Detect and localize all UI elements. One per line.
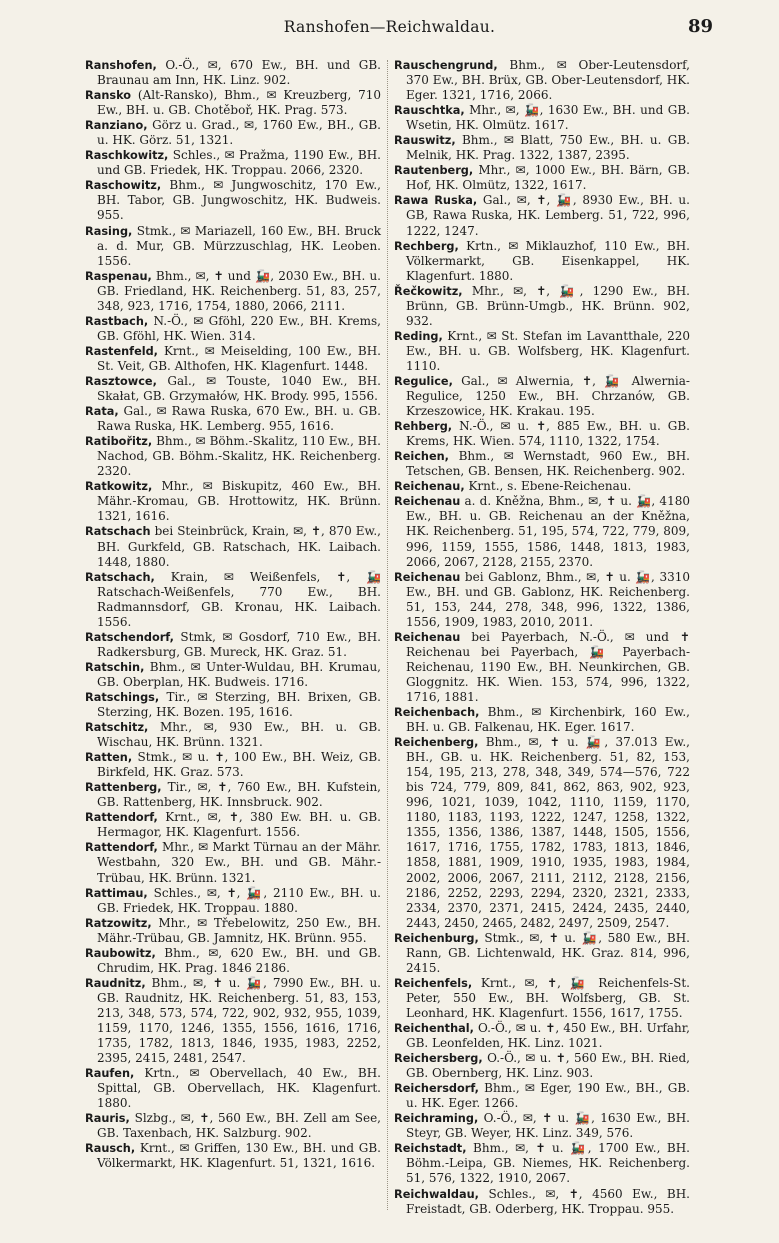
entry-description: Schles., ✉ Pražma, 1190 Ew., BH. und GB. Friedek, HK. Troppau. 2066, 2320.: [97, 148, 381, 178]
entry-place-name: Reichen,: [394, 450, 449, 464]
entry-place-name: Reichenau: [394, 630, 461, 644]
entry-place-name: Rastbach,: [85, 314, 149, 328]
entry-description: Bhm., ✉ Unter-Wuldau, BH. Krumau, GB. Oberplan, HK. Budweis. 1716.: [97, 659, 381, 689]
entry-description: bei Gablonz, Bhm., ✉, ✝ u. 🚂, 3310 Ew., BH. und GB. Gablonz, HK. Reichenberg. 51, 153, 244, 278, 348, 996, 1322, 1386, 1556, 1909, 1983, 2010, 2011.: [406, 569, 690, 629]
entry-description: a. d. Kněžna, Bhm., ✉, ✝ u. 🚂, 4180 Ew., BH. u. GB. Reichenau an der Kněžna, HK. Reichenberg. 51, 195, 574, 722, 779, 809, 996, 1159, 1555, 1586, 1448, 1813, 1983, 2066, 2067, 2128, 2155, 2370.: [406, 494, 690, 569]
gazetteer-entry: [85, 690, 381, 720]
entry-description: O.-Ö., ✉ u. ✝, 450 Ew., BH. Urfahr, GB. Leonfelden, HK. Linz. 1021.: [406, 1021, 690, 1051]
gazetteer-entry: [394, 419, 690, 449]
gazetteer-entry: [394, 239, 690, 284]
entry-place-name: Reichersdorf,: [394, 1082, 479, 1096]
entry-place-name: Raubowitz,: [85, 946, 156, 960]
entry-description: Gal., ✉ Alwernia, ✝, 🚂 Alwernia-Regulice, 1250 Ew., BH. Chrzanów, GB. Krzeszowice, HK. Krakau. 195.: [406, 373, 690, 419]
entry-description: Schles., ✉, ✝, 4560 Ew., BH. Freistadt, GB. Oderberg, HK. Troppau. 955.: [406, 1186, 690, 1216]
entry-description: Gal., ✉, ✝, 🚂, 8930 Ew., BH. u. GB, Rawa Ruska, HK. Lemberg. 51, 722, 996, 1222, 1247.: [406, 193, 690, 238]
entry-description: O.-Ö., ✉ u. ✝, 560 Ew., BH. Ried, GB. Obernberg, HK. Linz. 903.: [406, 1051, 690, 1081]
entry-description: Gal., ✉ Touste, 1040 Ew., BH. Skałat, GB. Grzymałów, HK. Brody. 995, 1556.: [97, 373, 381, 404]
gazetteer-entry: [85, 118, 381, 148]
entry-description: Bhm., ✉, ✝ u. 🚂, 7990 Ew., BH. u. GB. Raudnitz, HK. Reichenberg. 51, 83, 153, 213, 348, 573, 574, 722, 902, 932, 955, 1039, 1159, 1170, 1246, 1355, 1556, 1616, 1716, 1735, 1782, 1813, 1846, 1935, 1983, 2252, 2395, 2415, 2481, 2547.: [97, 975, 381, 1066]
gazetteer-entry: [85, 88, 381, 118]
gazetteer-entry: [394, 931, 690, 976]
entry-place-name: Rattendorf,: [85, 841, 158, 855]
running-title: Ranshofen—Reichwaldau.: [283, 18, 496, 36]
entry-place-name: Ratibořitz,: [85, 435, 153, 449]
entry-description: Krtn., ✉ Obervellach, 40 Ew., BH. Spittal, GB. Obervellach, HK. Klagenfurt. 1880.: [97, 1066, 381, 1111]
entry-place-name: Rauswitz,: [394, 134, 456, 148]
entry-description: Krnt., s. Ebene-Reichenau.: [468, 479, 632, 494]
gazetteer-entry: [394, 103, 690, 133]
gazetteer-entry: [85, 314, 381, 344]
entry-description: Tir., ✉, ✝, 760 Ew., BH. Kufstein, GB. Rattenberg, HK. Innsbruck. 902.: [97, 780, 381, 810]
entry-place-name: Rawa Ruska,: [394, 194, 478, 208]
gazetteer-entry: [85, 269, 381, 314]
entry-description: Krtn., ✉ Miklauzhof, 110 Ew., BH. Völkermarkt, GB. Eisenkappel, HK. Klagenfurt. 1880.: [406, 238, 690, 283]
entry-description: Bhm., ✉ Jungwoschitz, 170 Ew., BH. Tabor, GB. Jungwoschitz, HK. Budweis. 955.: [97, 178, 381, 223]
entry-place-name: Ratschach: [85, 525, 151, 539]
entry-description: Krnt., ✉, ✝, 🚂 Reichenfels-St. Peter, 550 Ew., BH. Wolfsberg, GB. St. Leonhard, HK. Klagenfurt. 1556, 1617, 1755.: [406, 975, 690, 1020]
gazetteer-entry: [394, 976, 690, 1021]
gazetteer-entry: [85, 479, 381, 524]
entry-description: Mhr., ✉ Markt Türnau an der Mähr. Westbahn, 320 Ew., BH. und GB. Mähr.-Trübau, HK. Brünn. 1321.: [97, 840, 381, 885]
entry-place-name: Ratschendorf,: [85, 630, 174, 644]
gazetteer-entry: [85, 374, 381, 404]
gazetteer-entry: [85, 224, 381, 269]
entry-place-name: Ratschin,: [85, 660, 145, 674]
entry-description: Stmk., ✉, ✝ u. 🚂, 580 Ew., BH. Rann, GB. Lichtenwald, HK. Graz. 814, 996, 2415.: [406, 930, 690, 975]
entry-place-name: Rattenberg,: [85, 781, 162, 795]
entry-description: Görz u. Grad., ✉, 1760 Ew., BH., GB. u. HK. Görz. 51, 1321.: [97, 118, 381, 148]
gazetteer-entry: [394, 1141, 690, 1186]
entry-description: Stmk., ✉ u. ✝, 100 Ew., BH. Weiz, GB. Birkfeld, HK. Graz. 573.: [97, 750, 381, 780]
gazetteer-entry: [85, 886, 381, 916]
entry-description: Mhr., ✉ Biskupitz, 460 Ew., BH. Mähr.-Kromau, GB. Hrottowitz, HK. Brünn. 1321, 1616.: [97, 479, 381, 524]
entry-place-name: Rausch,: [85, 1142, 136, 1156]
entry-description: Tir., ✉ Sterzing, BH. Brixen, GB. Sterzing, HK. Bozen. 195, 1616.: [97, 689, 381, 720]
gazetteer-entry: [85, 916, 381, 946]
entry-description: N.-Ö., ✉ Gföhl, 220 Ew., BH. Krems, GB. Gföhl, HK. Wien. 314.: [97, 313, 381, 343]
entry-place-name: Ratzowitz,: [85, 916, 152, 930]
entry-description: O.-Ö., ✉, 670 Ew., BH. und GB. Braunau am Inn, HK. Linz. 902.: [97, 58, 381, 88]
entry-description: Stmk, ✉ Gosdorf, 710 Ew., BH. Radkersburg, GB. Mureck, HK. Graz. 51.: [97, 629, 381, 659]
right-column: [394, 58, 690, 1217]
entry-place-name: Reding,: [394, 329, 443, 343]
entry-place-name: Reichraming,: [394, 1112, 479, 1126]
entry-place-name: Ratkowitz,: [85, 480, 153, 494]
page-header: [0, 14, 779, 44]
gazetteer-entry: [85, 810, 381, 840]
entry-place-name: Regulice,: [394, 374, 453, 388]
gazetteer-entry: [85, 404, 381, 434]
entry-description: Mhr., ✉, ✝, 🚂, 1290 Ew., BH. Brünn, GB. Brünn-Umgb., HK. Brünn. 902, 932.: [406, 283, 690, 328]
gazetteer-entry: [394, 1111, 690, 1141]
gazetteer-entry: [394, 1187, 690, 1217]
column-divider: [387, 60, 388, 1210]
entry-description: Bhm., ✉ Blatt, 750 Ew., BH. u. GB. Melnik, HK. Prag. 1322, 1387, 2395.: [406, 133, 690, 163]
entry-place-name: Reichenberg,: [394, 736, 479, 750]
left-column: [85, 58, 381, 1171]
entry-place-name: Ratten,: [85, 751, 133, 765]
entry-place-name: Rata,: [85, 405, 119, 419]
gazetteer-entry: [394, 163, 690, 193]
entry-place-name: Ranziano,: [85, 119, 148, 133]
entry-description: (Alt-Ransko), Bhm., ✉ Kreuzberg, 710 Ew., BH. u. GB. Chotěboř, HK. Prag. 573.: [97, 88, 381, 118]
gazetteer-entry: [394, 479, 690, 494]
gazetteer-entry: [85, 344, 381, 374]
gazetteer-entry: [85, 58, 381, 88]
entry-place-name: Rastenfeld,: [85, 344, 158, 358]
entry-description: Bhm., ✉, ✝ u. 🚂, 37.013 Ew., BH., GB. u. HK. Reichenberg. 51, 82, 153, 154, 195, 213, 278, 348, 349, 574—576, 722 bis 724, 779, 809, 841, 862, 863, 902, 923, 996, 1021, 1039, 1042, 1110, 1159, 1170, 1180, 1183, 1193, 1222, 1247, 1258, 1322, 1355, 1356, 1386, 1387, 1448, 1505, 1556, 1617, 1716, 1755, 1782, 1783, 1813, 1846, 1858, 1881, 1909, 1910, 1935, 1983, 1984, 2002, 2006, 2067, 2111, 2112, 2128, 2156, 2186, 2252, 2293, 2294, 2320, 2321, 2333, 2334, 2370, 2371, 2415, 2424, 2435, 2440, 2443, 2450, 2465, 2482, 2497, 2509, 2547.: [406, 735, 690, 930]
gazetteer-entry: [85, 976, 381, 1066]
entry-place-name: Reichenau: [394, 570, 461, 584]
entry-place-name: Ratschings,: [85, 690, 160, 704]
entry-description: Bhm., ✉ Wernstadt, 960 Ew., BH. Tetschen, GB. Bensen, HK. Reichenberg. 902.: [406, 449, 690, 479]
entry-place-name: Reichstadt,: [394, 1142, 467, 1156]
gazetteer-entry: [85, 840, 381, 885]
gazetteer-entry: [394, 193, 690, 238]
entry-place-name: Ratschach,: [85, 570, 155, 584]
gazetteer-entry: [394, 735, 690, 931]
gazetteer-entry: [394, 1051, 690, 1081]
entry-place-name: Reichwaldau,: [394, 1187, 479, 1201]
gazetteer-entry: [85, 148, 381, 178]
entry-place-name: Reichenfels,: [394, 976, 473, 990]
gazetteer-entry: [394, 705, 690, 735]
entry-description: Bhm., ✉ Ober-Leutensdorf, 370 Ew., BH. Brüx, GB. Ober-Leutensdorf, HK. Eger. 1321, 1716, 2066.: [406, 58, 690, 103]
entry-description: bei Payerbach, N.-Ö., ✉ und ✝ Reichenau bei Payerbach, 🚂 Payerbach-Reichenau, 1190 Ew., BH. Neunkirchen, GB. Gloggnitz. HK. Wien. 153, 574, 996, 1322, 1716, 1881.: [406, 629, 690, 704]
gazetteer-entry: [85, 750, 381, 780]
gazetteer-entry: [85, 1066, 381, 1111]
gazetteer-entry: [394, 329, 690, 374]
entry-place-name: Ransko: [85, 89, 132, 103]
entry-place-name: Raufen,: [85, 1067, 135, 1081]
entry-place-name: Rechberg,: [394, 239, 459, 253]
entry-place-name: Raschowitz,: [85, 179, 162, 193]
entry-place-name: Rauschengrund,: [394, 59, 498, 72]
entry-description: Stmk., ✉ Mariazell, 160 Ew., BH. Bruck a. d. Mur, GB. Mürzzuschlag, HK. Leoben. 1556.: [97, 223, 381, 268]
gazetteer-entry: [394, 494, 690, 569]
entry-place-name: Reichenthal,: [394, 1022, 474, 1035]
entry-place-name: Raudnitz,: [85, 976, 146, 990]
gazetteer-entry: [394, 133, 690, 163]
gazetteer-entry: [394, 284, 690, 329]
entry-description: bei Steinbrück, Krain, ✉, ✝, 870 Ew., BH. Gurkfeld, GB. Ratschach, HK. Laibach. 1448, 1880.: [97, 524, 381, 569]
entry-description: Bhm., ✉ Böhm.-Skalitz, 110 Ew., BH. Nachod, GB. Böhm.-Skalitz, HK. Reichenberg. 2320.: [97, 434, 381, 479]
gazetteer-entry: [394, 58, 690, 103]
gazetteer-entry: [85, 720, 381, 750]
gazetteer-entry: [85, 570, 381, 630]
entry-description: Krnt., ✉ Griffen, 130 Ew., BH. und GB. Völkermarkt, HK. Klagenfurt. 51, 1321, 1616.: [97, 1141, 381, 1171]
gazetteer-entry: [85, 1111, 381, 1141]
gazetteer-entry: [85, 630, 381, 660]
gazetteer-entry: [394, 1081, 690, 1111]
entry-description: Bhm., ✉, ✝ u. 🚂, 1700 Ew., BH. Böhm.-Leipa, GB. Niemes, HK. Reichenberg. 51, 576, 1322, 1910, 2067.: [406, 1141, 690, 1186]
entry-description: Mhr., ✉, 🚂, 1630 Ew., BH. und GB. Wsetin, HK. Olmütz. 1617.: [406, 103, 690, 133]
gazetteer-entry: [85, 946, 381, 976]
gazetteer-entry: [394, 630, 690, 705]
entry-description: Bhm., ✉, ✝ und 🚂, 2030 Ew., BH. u. GB. Friedland, HK. Reichenberg. 51, 83, 257, 348, 923, 1716, 1754, 1880, 2066, 2111.: [97, 268, 381, 313]
entry-place-name: Raschkowitz,: [85, 149, 169, 163]
entry-description: Krnt., ✉ Meiselding, 100 Ew., BH. St. Veit, GB. Althofen, HK. Klagenfurt. 1448.: [97, 343, 381, 373]
entry-place-name: Reichenbach,: [394, 706, 480, 720]
entry-place-name: Rattimau,: [85, 886, 148, 900]
entry-place-name: Ranshofen,: [85, 59, 157, 72]
entry-place-name: Reichenau,: [394, 480, 465, 494]
entry-description: Krain, ✉ Weißenfels, ✝, 🚂 Ratschach-Weißenfels, 770 Ew., BH. Radmannsdorf, GB. Kronau, HK. Laibach. 1556.: [97, 569, 381, 629]
entry-description: Bhm., ✉ Kirchenbirk, 160 Ew., BH. u. GB. Falkenau, HK. Eger. 1617.: [406, 705, 690, 735]
entry-description: Schles., ✉, ✝, 🚂, 2110 Ew., BH. u. GB. Friedek, HK. Troppau. 1880.: [97, 885, 381, 915]
entry-place-name: Reichenburg,: [394, 931, 479, 945]
entry-description: N.-Ö., ✉ u. ✝, 885 Ew., BH. u. GB. Krems, HK. Wien. 574, 1110, 1322, 1754.: [406, 419, 690, 449]
gazetteer-entry: [85, 178, 381, 223]
gazetteer-entry: [85, 1141, 381, 1171]
entry-place-name: Řečkowitz,: [394, 284, 463, 298]
entry-place-name: Rautenberg,: [394, 164, 474, 178]
entry-place-name: Reichersberg,: [394, 1052, 483, 1066]
entry-description: Mhr., ✉ Třebelowitz, 250 Ew., BH. Mähr.-Trübau, GB. Jamnitz, HK. Brünn. 955.: [97, 915, 381, 945]
entry-description: Bhm., ✉ Eger, 190 Ew., BH., GB. u. HK. Eger. 1266.: [406, 1081, 690, 1111]
entry-description: Slzbg., ✉, ✝, 560 Ew., BH. Zell am See, GB. Taxenbach, HK. Salzburg. 902.: [97, 1111, 381, 1141]
gazetteer-entry: [85, 780, 381, 810]
entry-place-name: Raspenau,: [85, 269, 152, 283]
entry-description: Krnt., ✉, ✝, 380 Ew. BH. u. GB. Hermagor, HK. Klagenfurt. 1556.: [97, 810, 381, 840]
entry-place-name: Ratschitz,: [85, 721, 149, 735]
gazetteer-entry: [85, 660, 381, 690]
entry-place-name: Reichenau: [394, 495, 461, 509]
entry-place-name: Rauschtka,: [394, 104, 465, 118]
entry-place-name: Rauris,: [85, 1112, 130, 1126]
entry-place-name: Rasing,: [85, 224, 133, 238]
entry-description: Mhr., ✉, 930 Ew., BH. u. GB. Wischau, HK. Brünn. 1321.: [97, 720, 381, 750]
entry-description: Bhm., ✉, 620 Ew., BH. und GB. Chrudim, HK. Prag. 1846 2186.: [97, 945, 381, 975]
gazetteer-entry: [85, 524, 381, 569]
page-number: 89: [687, 16, 713, 37]
entry-place-name: Rehberg,: [394, 420, 453, 434]
entry-description: Krnt., ✉ St. Stefan im Lavantthale, 220 Ew., BH. u. GB. Wolfsberg, HK. Klagenfurt. 1110.: [406, 328, 690, 373]
gazetteer-entry: [394, 449, 690, 479]
entry-description: Mhr., ✉, 1000 Ew., BH. Bärn, GB. Hof, HK. Olmütz, 1322, 1617.: [406, 163, 690, 193]
entry-place-name: Rasztowce,: [85, 374, 157, 388]
gazetteer-entry: [85, 434, 381, 479]
gazetteer-entry: [394, 1021, 690, 1051]
entry-place-name: Rattendorf,: [85, 811, 158, 825]
gazetteer-entry: [394, 570, 690, 630]
entry-description: Gal., ✉ Rawa Ruska, 670 Ew., BH. u. GB. Rawa Ruska, HK. Lemberg. 955, 1616.: [97, 404, 381, 434]
gazetteer-entry: [394, 374, 690, 419]
entry-description: O.-Ö., ✉, ✝ u. 🚂, 1630 Ew., BH. Steyr, GB. Weyer, HK. Linz. 349, 576.: [406, 1111, 690, 1141]
